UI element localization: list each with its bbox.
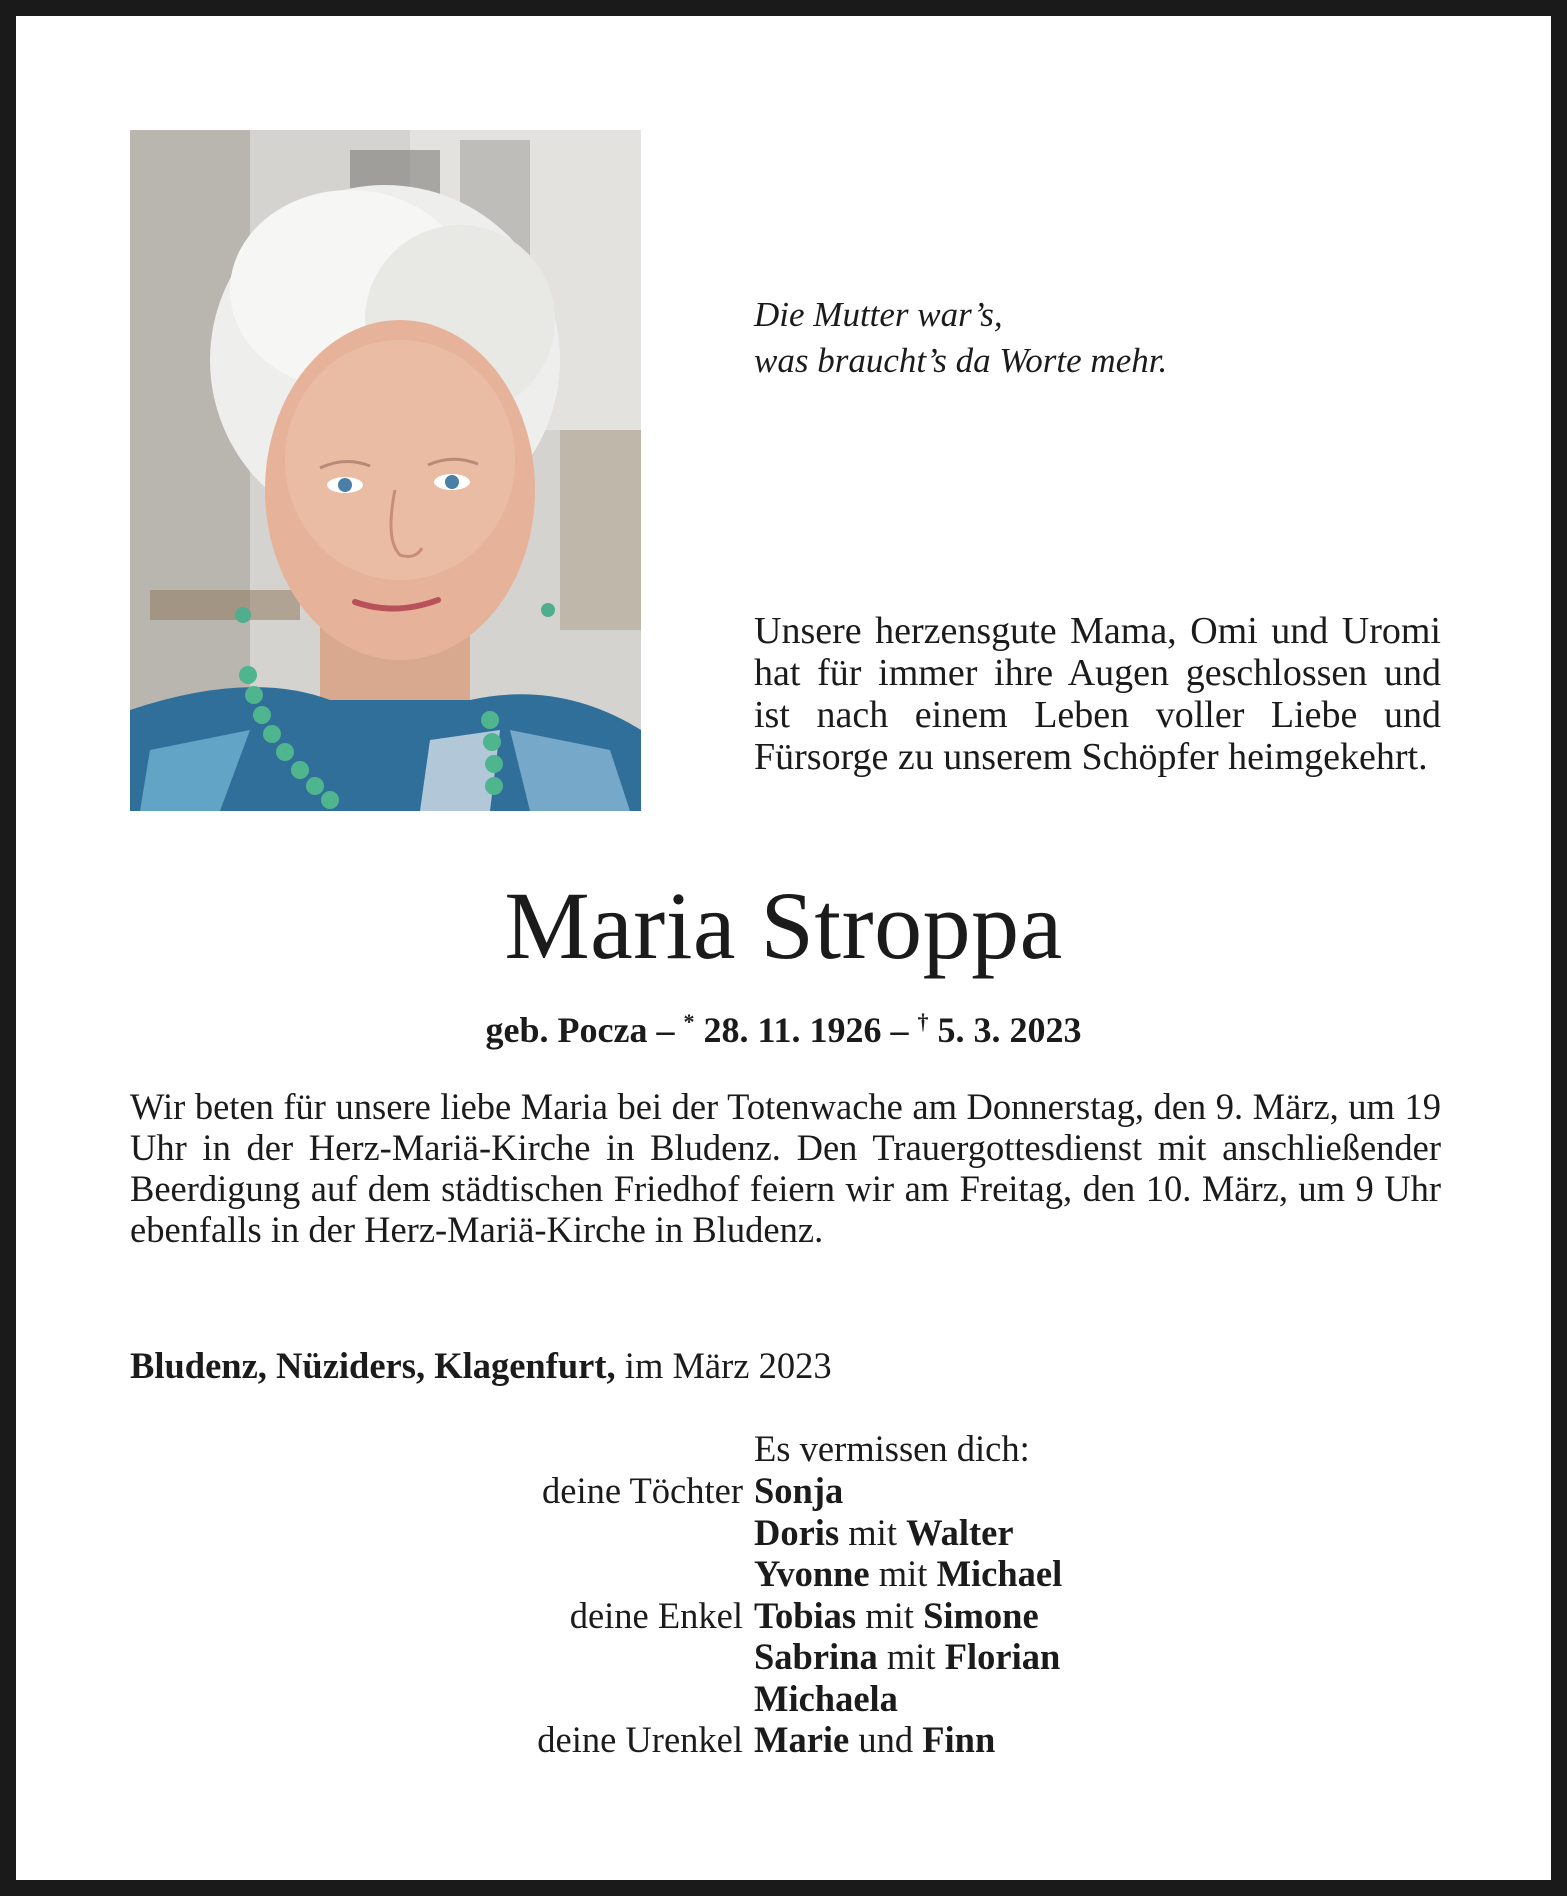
mourners-heading: Es vermissen dich: (754, 1428, 1030, 1469)
mourners-list (16, 1470, 1551, 1761)
mourner-name: Marie (754, 1719, 850, 1760)
mourner-conjunction: mit (878, 1553, 928, 1594)
quote-line-2: was braucht’s da Worte mehr. (754, 341, 1168, 380)
epitaph-quote (754, 292, 1167, 384)
mourner-row (16, 1678, 1551, 1720)
birth-name: geb. Pocza (485, 1010, 648, 1050)
mourner-partner-name: Walter (906, 1511, 1014, 1553)
mourner-row (16, 1470, 1551, 1512)
born-symbol: * (683, 1009, 695, 1034)
mourner-conjunction: und (858, 1719, 914, 1760)
mourner-names (754, 1470, 843, 1512)
mourner-row (16, 1595, 1551, 1637)
mourner-names (754, 1512, 1014, 1554)
mourner-partner-name: Florian (944, 1636, 1061, 1677)
mourner-row (16, 1512, 1551, 1554)
died-symbol: † (917, 1009, 929, 1034)
mourner-row (16, 1553, 1551, 1595)
mourner-conjunction: mit (865, 1594, 914, 1636)
obituary-page (16, 16, 1551, 1880)
mourner-row (16, 1636, 1551, 1678)
deceased-name: Maria Stroppa (504, 872, 1063, 979)
mourner-relation: deine Urenkel (537, 1719, 743, 1760)
portrait-photo (130, 130, 641, 811)
mourner-row (16, 1719, 1551, 1761)
mourner-conjunction: mit (886, 1636, 936, 1677)
mourner-names (754, 1595, 1039, 1637)
mourner-name: Yvonne (754, 1553, 870, 1594)
funeral-details: Wir beten für unsere liebe Maria bei der Totenwache am Donnerstag, den 9. März, um 19 Uhr in der Herz-Mariä-Kirche in Bludenz. Den Trauergottesdienst mit anschließender Beerdigung auf dem städtischen Friedhof feiern wir am Freitag, den 10. März, um 9 Uhr ebenfalls in der Herz-Mariä-Kirche in Bludenz. (130, 1086, 1441, 1250)
mourner-conjunction: mit (848, 1511, 897, 1553)
intro-paragraph: Unsere herzensgute Mama, Omi und Uromi hat für immer ihre Augen geschlossen und ist nach einem Leben voller Liebe und Fürsorge zu unserem Schöpfer heimgekehrt. (754, 610, 1441, 778)
place-and-date (130, 1344, 832, 1388)
mourner-partner-name: Simone (923, 1594, 1039, 1636)
mourner-relation: deine Töchter (542, 1470, 743, 1511)
place-towns: Bludenz, Nüziders, Klagenfurt, (130, 1345, 616, 1386)
mourner-names (754, 1678, 898, 1720)
mourner-name: Doris (754, 1511, 840, 1553)
birth-date: 28. 11. 1926 (703, 1010, 882, 1050)
mourner-relation: deine Enkel (569, 1594, 743, 1636)
mourner-name: Sonja (754, 1470, 844, 1511)
quote-line-1: Die Mutter war’s, (754, 295, 1003, 334)
mourner-names (754, 1719, 995, 1761)
mourner-names (754, 1636, 1060, 1678)
mourner-name: Tobias (754, 1594, 857, 1636)
mourner-partner-name: Michael (936, 1553, 1063, 1594)
mourner-names (754, 1553, 1062, 1595)
mourner-name: Sabrina (754, 1636, 878, 1677)
death-date: 5. 3. 2023 (937, 1010, 1082, 1050)
life-dates: geb. Pocza – * 28. 11. 1926 – † 5. 3. 2023 (485, 1009, 1082, 1050)
place-date: im März 2023 (624, 1345, 832, 1386)
mourner-name: Michaela (754, 1677, 898, 1719)
mourner-partner-name: Finn (922, 1719, 996, 1760)
